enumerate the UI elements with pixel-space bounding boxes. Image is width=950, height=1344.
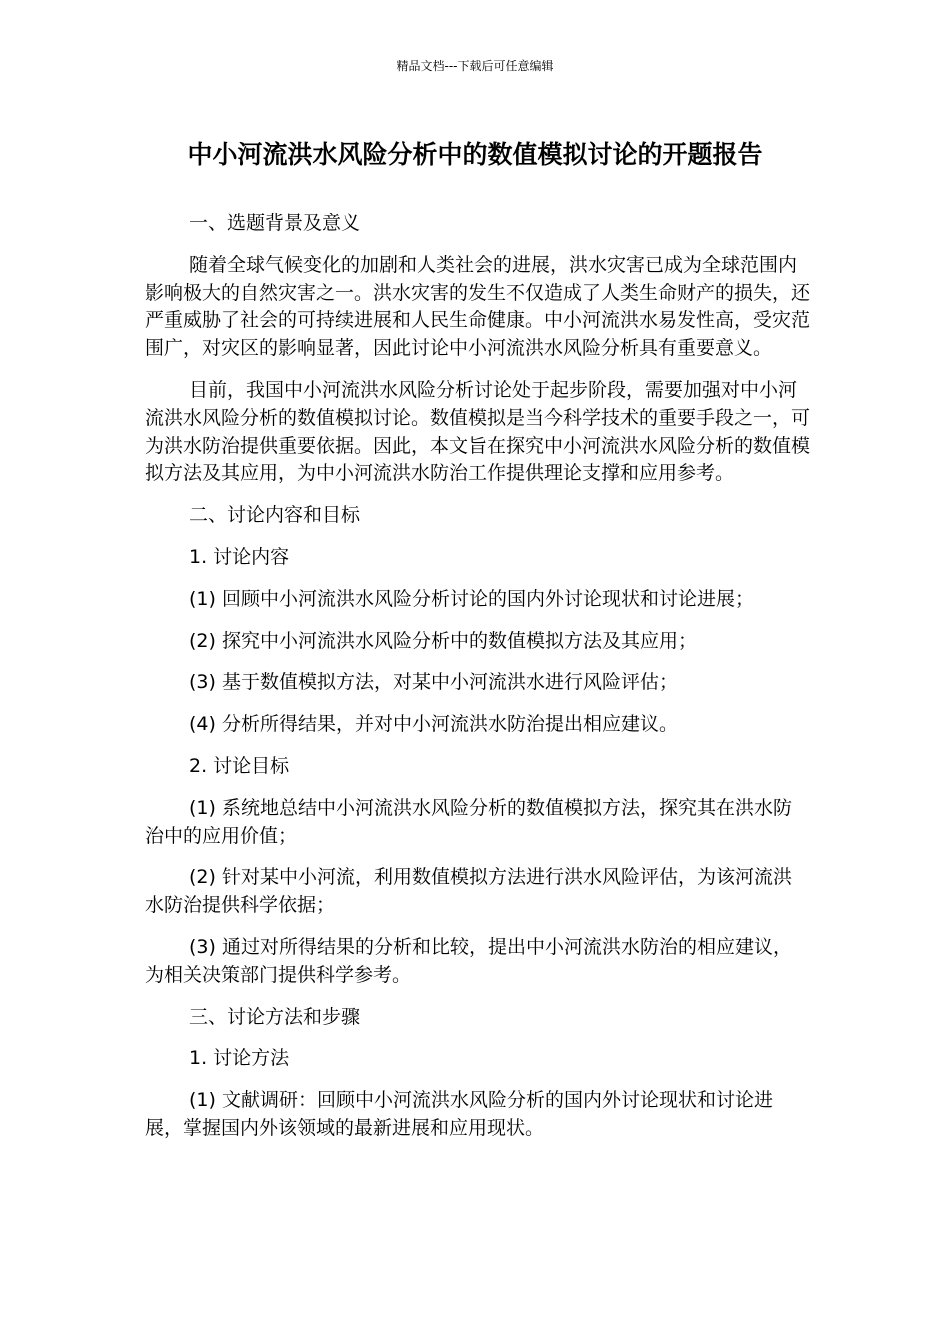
list-item: (3) 基于数值模拟方法，对某中小河流洪水进行风险评估； <box>189 671 678 694</box>
document-title: 中小河流洪水风险分析中的数值模拟讨论的开题报告 <box>187 140 763 169</box>
subsection-heading: 1. 讨论内容 <box>189 545 290 568</box>
section-heading: 一、选题背景及意义 <box>189 212 361 234</box>
list-item: (2) 针对某中小河流，利用数值模拟方法进行洪水风险评估，为该河流洪水防治提供科学依据； <box>145 866 792 917</box>
list-item: (2) 探究中小河流洪水风险分析中的数值模拟方法及其应用； <box>189 629 697 652</box>
subsection-heading: 1. 讨论方法 <box>189 1047 290 1070</box>
subsection-heading: 2. 讨论目标 <box>189 754 290 777</box>
paragraph: 随着全球气候变化的加剧和人类社会的进展，洪水灾害已成为全球范围内影响极大的自然灾害之一。洪水灾害的发生不仅造成了人类生命财产的损失，还严重威胁了社会的可持续进展和人民生命健康。中小河流洪水易发性高，受灾范围广，对灾区的影响显著，因此讨论中小河流洪水风险分析具有重要意义。 <box>145 253 811 360</box>
list-item: (1) 文献调研：回顾中小河流洪水风险分析的国内外讨论现状和讨论进展，掌握国内外该领域的最新进展和应用现状。 <box>145 1089 773 1139</box>
document-body <box>145 210 810 1157</box>
section-heading: 三、讨论方法和步骤 <box>189 1005 361 1028</box>
section-heading: 二、讨论内容和目标 <box>189 504 361 527</box>
list-item: (1) 系统地总结中小河流洪水风险分析的数值模拟方法，探究其在洪水防治中的应用价值； <box>145 796 792 847</box>
list-item: (3) 通过对所得结果的分析和比较，提出中小河流洪水防治的相应建议，为相关决策部门提供科学参考。 <box>145 935 792 986</box>
list-item: (4) 分析所得结果，并对中小河流洪水防治提出相应建议。 <box>189 713 678 736</box>
list-item: (1) 回顾中小河流洪水风险分析讨论的国内外讨论现状和讨论进展； <box>189 587 754 610</box>
paragraph: 目前，我国中小河流洪水风险分析讨论处于起步阶段，需要加强对中小河流洪水风险分析的数值模拟讨论。数值模拟是当今科学技术的重要手段之一，可为洪水防治提供重要依据。因此，本文旨在探究中小河流洪水风险分析的数值模拟方法及其应用，为中小河流洪水防治工作提供理论支撑和应用参考。 <box>145 378 811 485</box>
page-header: 精品文档---下载后可任意编辑 <box>396 59 554 73</box>
